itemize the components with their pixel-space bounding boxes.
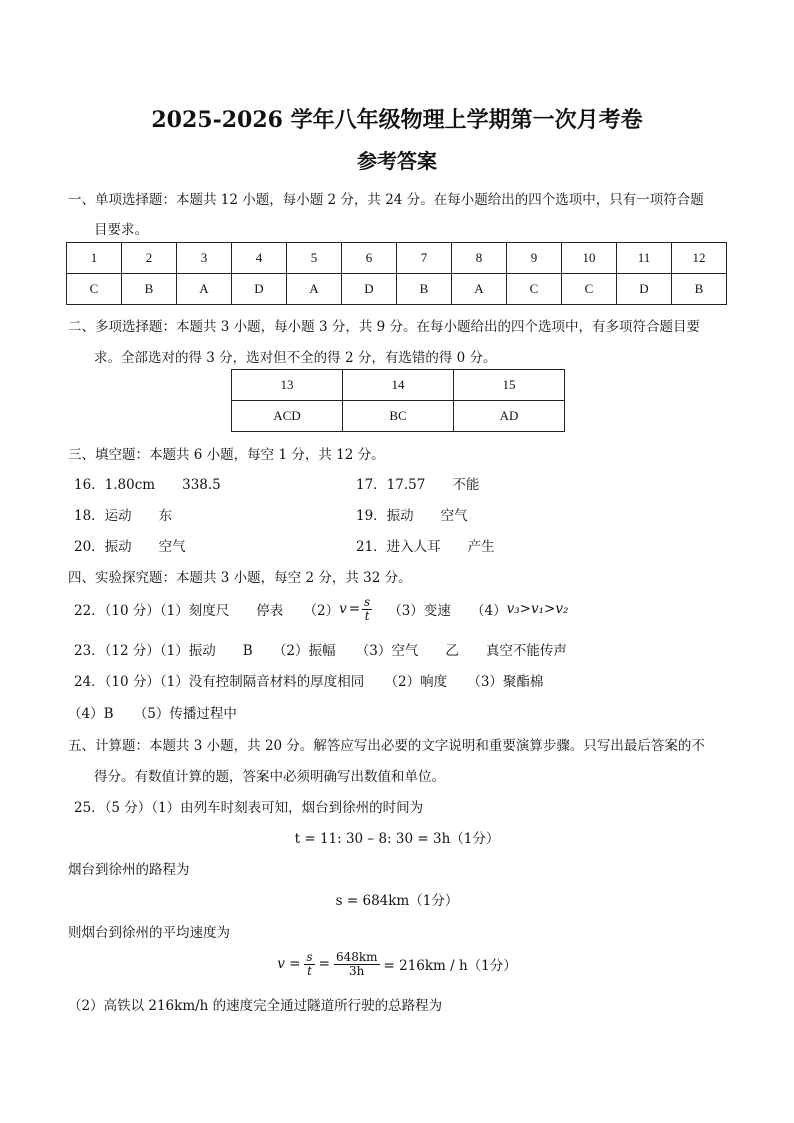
fraction-denominator: t	[364, 608, 370, 623]
table-header-row	[67, 243, 727, 274]
table-cell: D	[617, 274, 672, 305]
section5-heading: 五、计算题：本题共 3 小题，共 20 分。解答应写出必要的文字说明和重要演算步骤。只写出最后答案的不	[68, 738, 705, 754]
section2-heading-cont: 求。全部选对的得 3 分，选对但不全的得 2 分，有选错的得 0 分。	[94, 350, 497, 366]
q25-intro: 25．（5 分）（1）由列车时刻表可知，烟台到徐州的时间为	[74, 800, 424, 816]
answer-q24: 24．（10 分）（1）没有控制隔音材料的厚度相同 （2）响度 （3）聚酯棉	[74, 674, 544, 690]
section2-heading: 二、多项选择题：本题共 3 小题，每小题 3 分，共 9 分。在每小题给出的四个选项中，有多项符合题目要	[68, 319, 701, 335]
table-cell: A	[287, 274, 342, 305]
table-cell: 2	[122, 243, 177, 274]
speed-lhs: v =	[277, 956, 301, 972]
route-label: 烟台到徐州的路程为	[68, 862, 190, 878]
section1-heading-cont: 目要求。	[94, 222, 148, 238]
table-cell: 3	[177, 243, 232, 274]
answer-q24-cont: （4）B （5）传播过程中	[68, 706, 237, 722]
table-cell: 4	[232, 243, 287, 274]
section1-heading: 一、单项选择题：本题共 12 小题，每小题 2 分，共 24 分。在每小题给出的四个选项中，只有一项符合题	[68, 192, 704, 208]
q22-equals: =	[348, 601, 361, 617]
page-title: 2025-2026 学年八年级物理上学期第一次月考卷	[151, 107, 643, 133]
page-subtitle: 参考答案	[357, 149, 437, 173]
table-cell: 10	[562, 243, 617, 274]
table-cell: 8	[452, 243, 507, 274]
section5-heading-cont: 得分。有数值计算的题，答案中必须明确写出数值和单位。	[94, 769, 445, 785]
fraction-numerator: s	[364, 594, 371, 609]
answer-q16: 16．1.80cm 338.5	[74, 477, 221, 493]
table-cell: B	[397, 274, 452, 305]
answer-table-2	[231, 369, 565, 432]
table-cell: A	[452, 274, 507, 305]
answer-q17: 17．17.57 不能	[356, 477, 480, 493]
table-cell: 9	[507, 243, 562, 274]
table-cell: A	[177, 274, 232, 305]
q22-fraction	[362, 596, 372, 623]
q22-relation: v₃>v₁>v₂	[506, 601, 569, 617]
table-cell: C	[507, 274, 562, 305]
table-cell: D	[232, 274, 287, 305]
equation-time: t = 11: 30 – 8: 30 = 3h（1分）	[294, 831, 500, 847]
table-cell: 14	[343, 370, 454, 401]
part2-text: （2）高铁以 216km/h 的速度完全通过隧道所行驶的总路程为	[68, 998, 443, 1014]
answer-q18: 18．运动 东	[74, 508, 173, 524]
equals-sign: =	[318, 956, 330, 972]
answer-table-1	[66, 242, 727, 305]
q22-velocity-symbol: v	[339, 601, 347, 617]
table-cell: 15	[454, 370, 565, 401]
answer-q20: 20．振动 空气	[74, 539, 186, 555]
table-cell: 5	[287, 243, 342, 274]
q22-text-a: 22．（10 分）（1）刻度尺 停表 （2）	[74, 603, 340, 619]
table-cell: 11	[617, 243, 672, 274]
table-answer-row	[232, 401, 565, 432]
fraction-denominator: t	[307, 963, 312, 978]
table-cell: BC	[343, 401, 454, 432]
answer-q19: 19．振动 空气	[356, 508, 468, 524]
fraction-numerator: s	[306, 949, 313, 964]
table-cell: 1	[67, 243, 122, 274]
table-cell: C	[67, 274, 122, 305]
fraction-denominator: 3h	[349, 963, 365, 978]
section4-heading: 四、实验探究题：本题共 3 小题，每空 2 分，共 32 分。	[68, 570, 412, 586]
table-header-row	[232, 370, 565, 401]
table-cell: C	[562, 274, 617, 305]
table-cell: B	[122, 274, 177, 305]
table-cell: 6	[342, 243, 397, 274]
table-cell: D	[342, 274, 397, 305]
table-cell: AD	[454, 401, 565, 432]
table-cell: ACD	[232, 401, 343, 432]
equation-distance: s = 684km（1分）	[335, 893, 459, 909]
fraction-numerator: 648km	[335, 949, 378, 964]
section3-heading: 三、填空题：本题共 6 小题，每空 1 分，共 12 分。	[68, 447, 385, 463]
speed-fraction-values	[334, 951, 380, 978]
speed-label: 则烟台到徐州的平均速度为	[68, 925, 230, 941]
table-cell: 7	[397, 243, 452, 274]
answer-q23: 23．（12 分）（1）振动 B （2）振幅 （3）空气 乙 真空不能传声	[74, 643, 567, 659]
table-cell: 12	[672, 243, 727, 274]
table-answer-row	[67, 274, 727, 305]
equation-speed	[0, 946, 794, 982]
answer-q22	[74, 592, 568, 626]
table-cell: B	[672, 274, 727, 305]
table-cell: 13	[232, 370, 343, 401]
q22-text-b: （3）变速 （4）	[388, 603, 507, 619]
speed-fraction-st	[304, 951, 314, 978]
answer-q21: 21．进入人耳 产生	[356, 539, 495, 555]
speed-rhs: = 216km / h（1分）	[383, 958, 517, 974]
